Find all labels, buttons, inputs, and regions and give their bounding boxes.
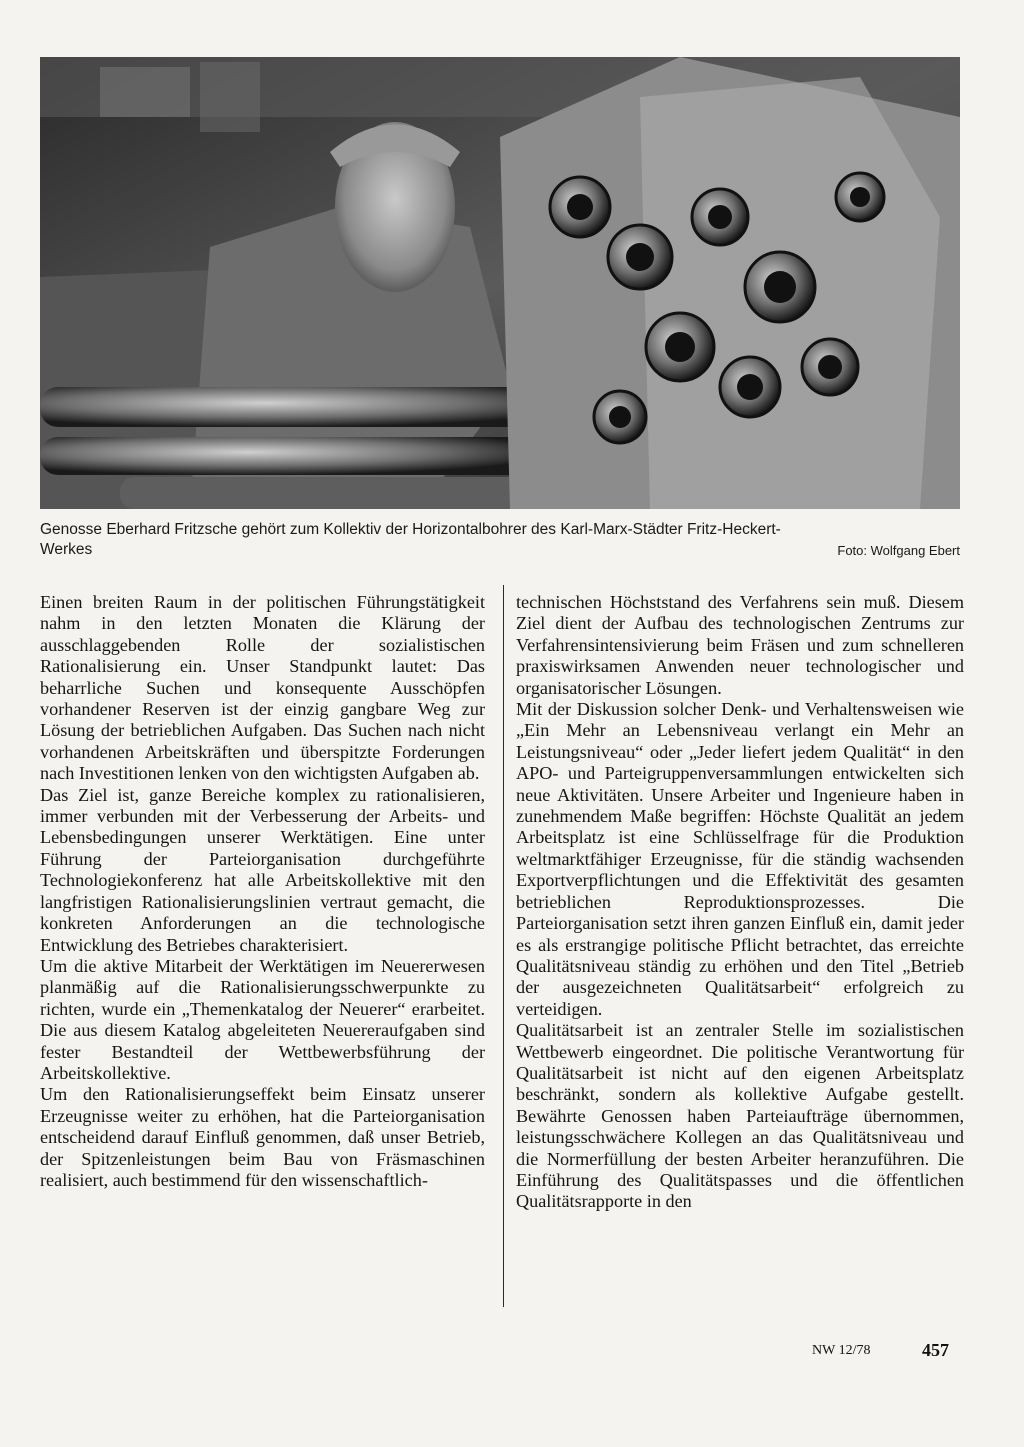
article-right-column <box>516 592 964 1213</box>
paragraph: Um die aktive Mitarbeit der Werktätigen im Neuererwesen planmäßig auf die Rationalisierungsschwerpunkte zu richten, wurde ein „Themenkatalog der Neuerer“ erarbeitet. Die aus diesem Katalog abgeleiteten Neuereraufgaben sind fester Bestandteil der Wettbewerbsführung der Arbeitskollektive. <box>40 955 485 1083</box>
column-divider <box>503 585 504 1307</box>
article-left-column <box>40 592 485 1191</box>
paragraph: Um den Rationalisierungseffekt beim Einsatz unserer Erzeugnisse weiter zu erhöhen, hat die Parteiorganisation entscheidend darauf Einfluß genommen, daß unser Betrieb, der Spitzenleistungen beim Bau von Fräsmaschinen realisiert, auch bestimmend für den wissenschaftlich- <box>40 1084 485 1190</box>
paragraph: Mit der Diskussion solcher Denk- und Verhaltensweisen wie „Ein Mehr an Lebensniveau verlangt ein Mehr an Leistungsniveau“ oder „Jeder liefert jedem Qualität“ in den APO- und Parteigruppenversammlungen entwickelten sich neue Aktivitäten. Unsere Arbeiter und Ingenieure haben in zunehmendem Maße begriffen: Höchste Qualität an jedem Arbeitsplatz ist eine Schlüsselfrage für die Produktion weltmarktfähiger Erzeugnisse, für die ständig wachsenden Exportverpflichtungen und die Effektivität des gesamten betrieblichen Reproduktionsprozesses. Die Parteiorganisation setzt ihren ganzen Einfluß ein, damit jeder es als erstrangige politische Pflicht betrachtet, das erreichte Qualitätsniveau ständig zu erhöhen und den Titel „Betrieb der ausgezeichneten Qualitätsarbeit“ erfolgreich zu verteidigen. <box>516 699 964 1019</box>
worker-photo-icon <box>40 57 960 509</box>
paragraph: Das Ziel ist, ganze Bereiche komplex zu rationalisieren, immer verbunden mit der Verbesserung der Arbeits- und Lebensbedingungen unserer Werktätigen. Eine unter Führung der Parteiorganisation durchgeführte Technologiekonferenz hat alle Arbeitskollektive mit den langfristigen Rationalisierungslinien vertraut gemacht, die konkreten Anforderungen an die technologische Entwicklung des Betriebes charakterisiert. <box>40 784 485 955</box>
paragraph: Qualitätsarbeit ist an zentraler Stelle im sozialistischen Wettbewerb eingeordnet. Die politische Verantwortung für Qualitätsarbeit ist nicht auf den eigenen Arbeitsplatz beschränkt, sondern als kollektive Aufgabe gestellt. Bewährte Genossen haben Parteiaufträge übernommen, leistungsschwächere Kollegen an das Qualitätsniveau und die Normerfüllung der besten Arbeiter heranzuführen. Die Einführung des Qualitätspasses und die öffentlichen Qualitätsrapporte in den <box>516 1020 964 1212</box>
paragraph: technischen Höchststand des Verfahrens sein muß. Diesem Ziel dient der Aufbau des technologischen Zentrums zur Verfahrensintensivierung beim Fräsen und zum schnelleren praxiswirksamen Anwenden neuer technologischer und organisatorischer Lösungen. <box>516 592 964 698</box>
issue-label: NW 12/78 <box>812 1343 871 1358</box>
paragraph: Einen breiten Raum in der politischen Führungstätigkeit nahm in den letzten Monaten die Klärung der ausschlaggebenden Rolle der sozialistischen Rationalisierung ein. Unser Standpunkt lautet: Das beharrliche Suchen und konsequente Ausschöpfen vorhandener Reserven ist der einzig gangbare Weg zur Lösung der betrieblichen Aufgaben. Das Suchen nach nicht vorhandenen Arbeitskräften und überspitzte Forderungen nach Investitionen lenken von den wichtigsten Aufgaben ab. <box>40 592 485 784</box>
page-number: 457 <box>922 1340 949 1360</box>
photo-credit: Foto: Wolfgang Ebert <box>837 543 960 558</box>
article-photo <box>40 57 960 509</box>
photo-caption <box>40 520 960 560</box>
caption-text: Genosse Eberhard Fritzsche gehört zum Kollektiv der Horizontalbohrer des Karl-Marx-Städter Fritz-Heckert-Werkes <box>40 521 781 558</box>
